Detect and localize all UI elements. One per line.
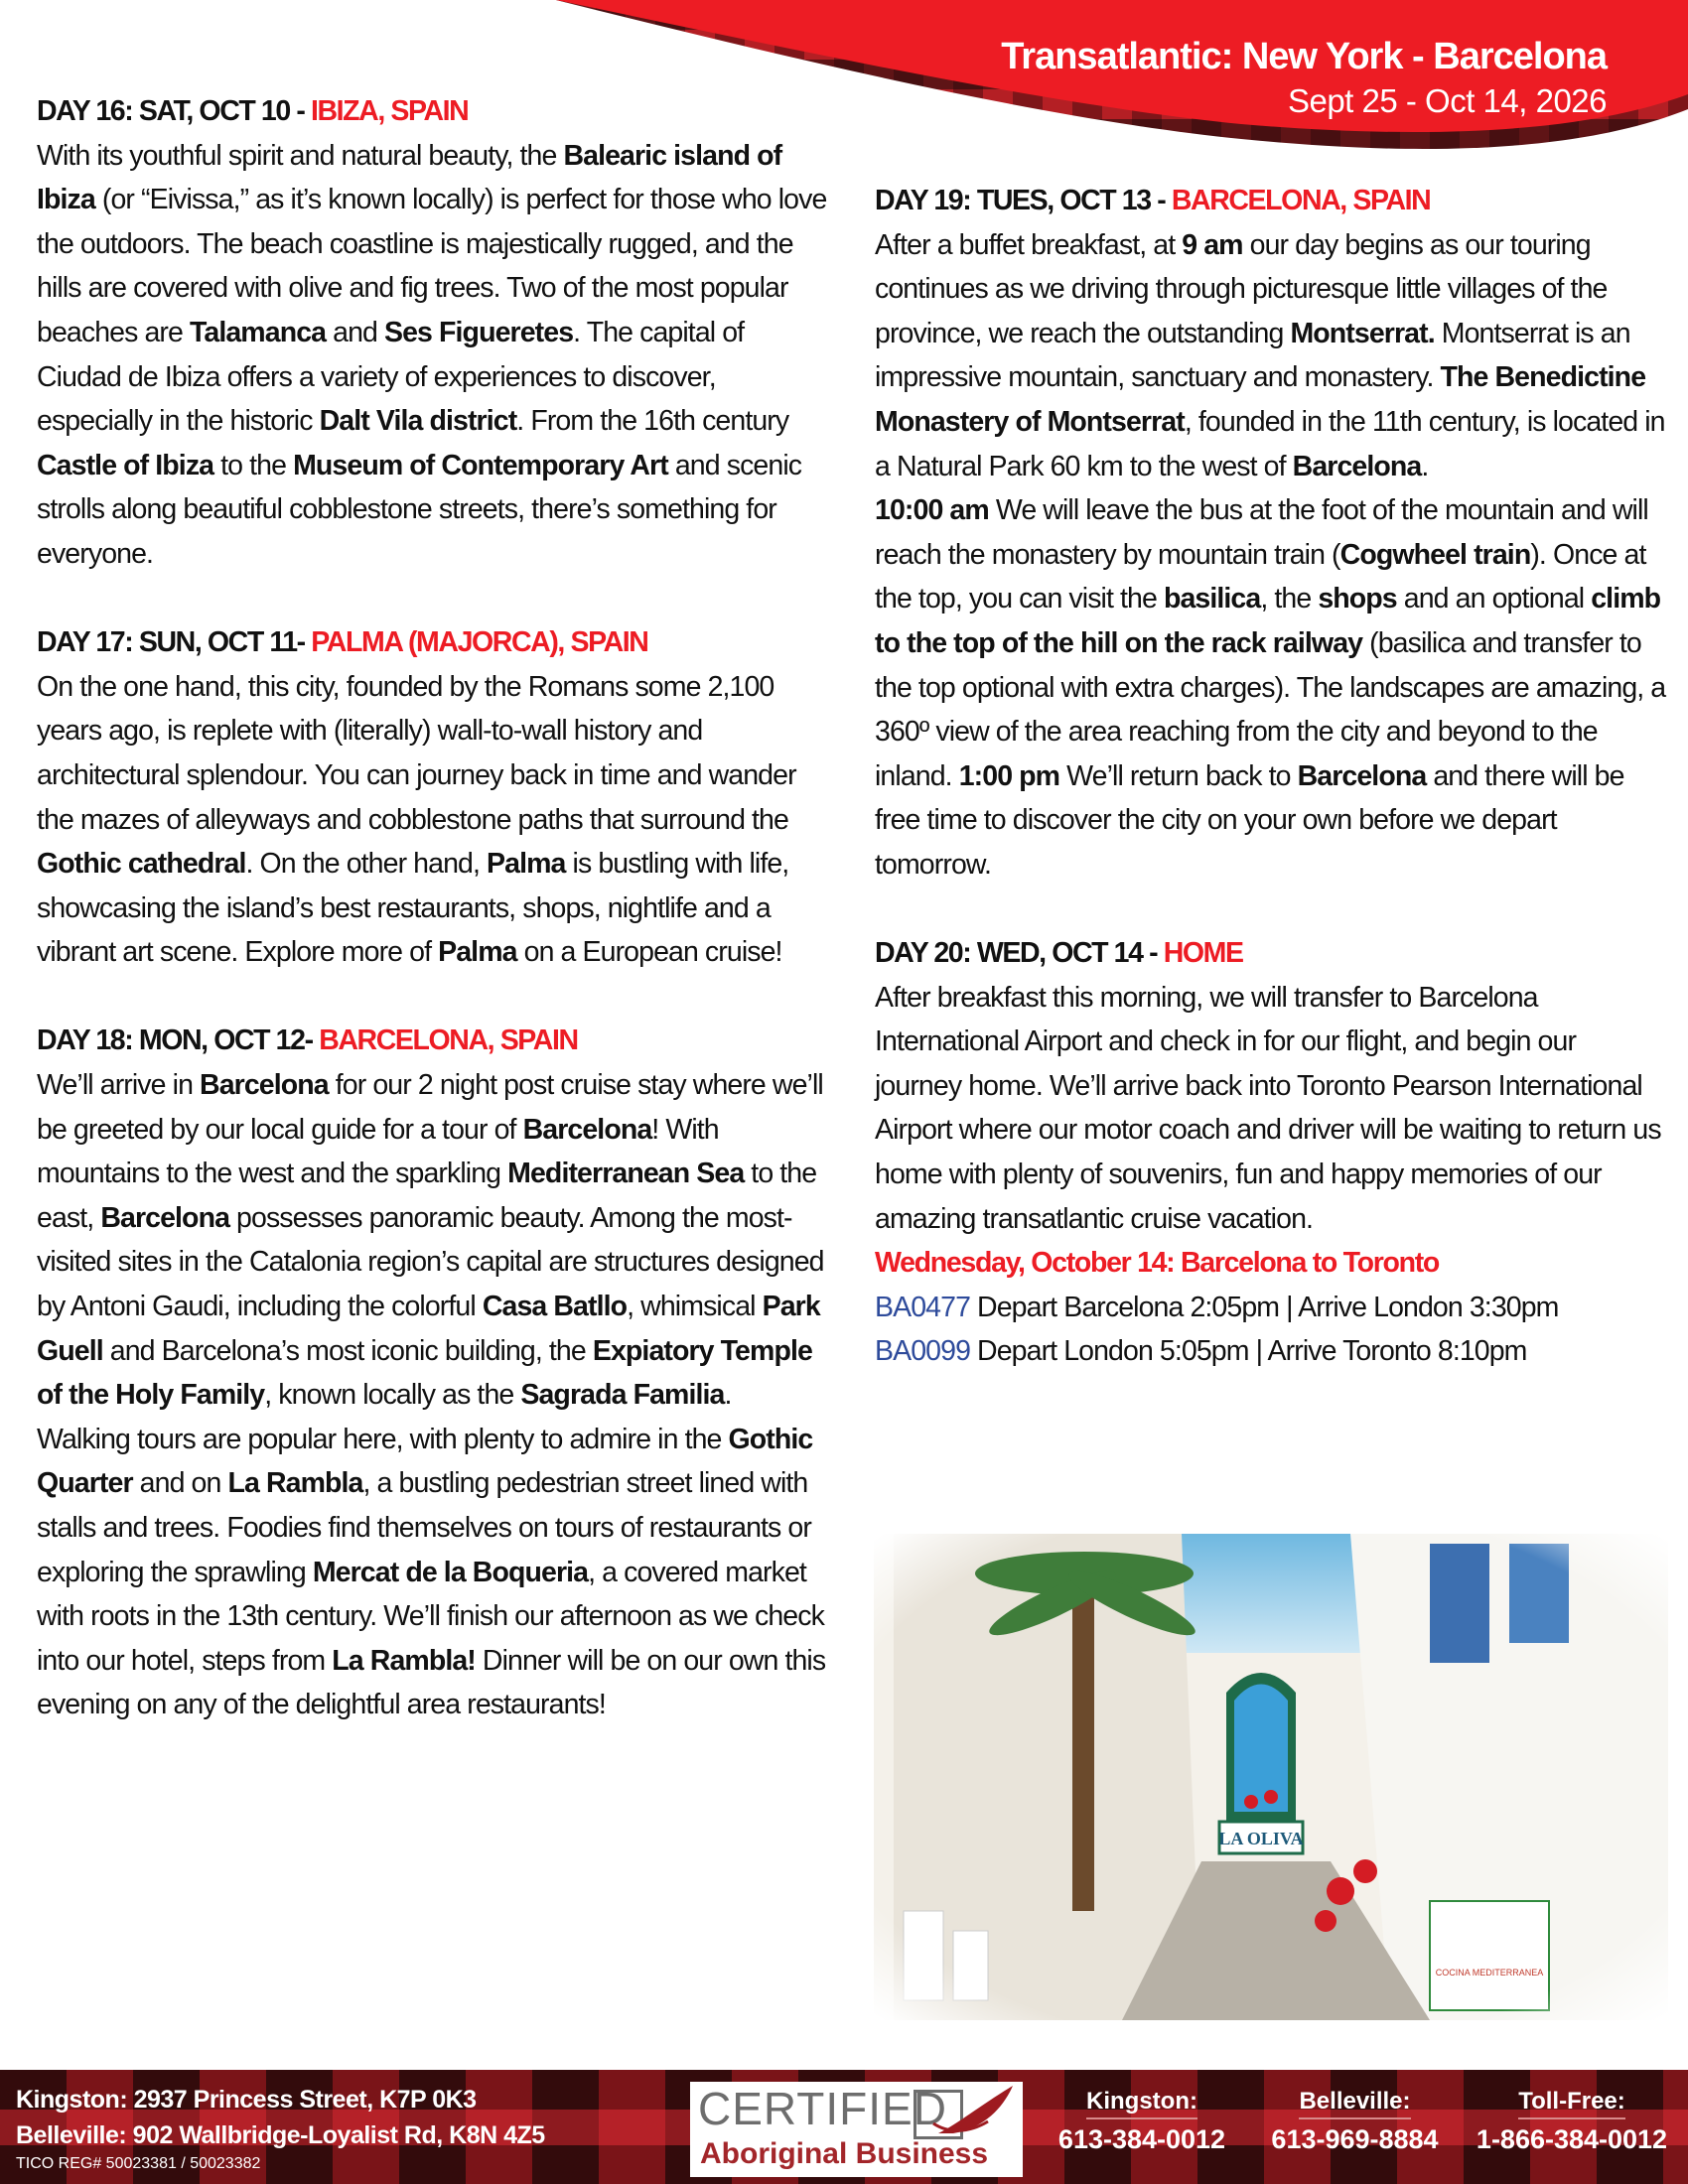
highlighted-term: Mediterranean Sea — [507, 1158, 745, 1190]
phone-number[interactable]: 613-384-0012 — [1057, 2124, 1226, 2154]
text-run: . — [1421, 450, 1429, 482]
day-label: DAY 16: SAT, OCT 10 - — [37, 95, 311, 127]
header — [1001, 32, 1607, 121]
text-run: . The capital of Ciudad de Ibiza offers a variety of experiences to discover, especially in the historic — [37, 316, 745, 438]
text-run: Montserrat is an impressive mountain, sanctuary and monastery. — [875, 317, 1630, 394]
text-run: and Barcelona’s most iconic building, the — [102, 1334, 593, 1367]
phone-belleville — [1263, 2088, 1447, 2159]
highlighted-term: Montserrat. — [1290, 317, 1435, 349]
highlighted-term: climb to the top of the hill on the rack railway — [875, 583, 1661, 659]
text-run: is bustling with life, showcasing the island’s best restaurants, shops, nightlife and a vibrant art scene. Explore more of — [37, 848, 789, 969]
highlighted-term: Barcelona — [100, 1201, 230, 1234]
day-section — [875, 931, 1669, 1241]
text-run: and scenic strolls along beautiful cobblestone streets, there’s something for everyone. — [37, 449, 802, 570]
text-run: . From the 16th century — [516, 405, 789, 438]
text-run: , a bustling pedestrian street lined with stalls and trees. Foodies find themselves on tours of restaurants or exploring the sprawling — [37, 1467, 811, 1588]
highlighted-term: 9 am — [1182, 228, 1243, 261]
highlighted-term: shops — [1318, 583, 1397, 615]
day-location: BARCELONA, SPAIN — [319, 1024, 578, 1057]
right-column — [875, 179, 1669, 1374]
day-label: DAY 18: MON, OCT 12- — [37, 1024, 320, 1057]
flight-title: Wednesday, October 14: Barcelona to Toronto — [875, 1247, 1440, 1280]
text-run: (basilica and transfer to the top optional with extra charges). The landscapes are amazing, a 360º view of the area reaching from the city and beyond to the inland. — [875, 626, 1666, 792]
text-run: and — [326, 316, 384, 348]
highlighted-term: Sagrada Familia — [520, 1379, 725, 1412]
text-run: and there will be free time to discover the city on your own before we depart tomorrow. — [875, 759, 1624, 881]
text-run: , known locally as the — [264, 1379, 521, 1412]
day-description — [37, 1063, 831, 1727]
text-run: . On the other hand, — [245, 848, 488, 881]
highlighted-term: Gothic cathedral — [37, 848, 246, 881]
phone-kingston — [1053, 2088, 1231, 2159]
day-section — [37, 89, 831, 577]
flight-details: Depart London 5:05pm | Arrive Toronto 8:10pm — [970, 1335, 1527, 1368]
text-run: , founded in the 11th century, is located in a Natural Park 60 km to the west of — [875, 405, 1665, 482]
day-heading — [37, 1019, 831, 1063]
flight-row — [875, 1286, 1669, 1330]
phone-label: Kingston: — [1086, 2088, 1197, 2119]
text-run: , a covered market with roots in the 13th century. We’ll finish our afternoon as we check into our hotel, steps from — [37, 1556, 824, 1677]
highlighted-term: Barcelona — [522, 1113, 652, 1146]
day-location: IBIZA, SPAIN — [310, 95, 469, 127]
phone-number[interactable]: 1-866-384-0012 — [1476, 2124, 1668, 2154]
text-run: On the one hand, this city, founded by the Romans some 2,100 years ago, is replete with (literally) wall-to-wall history and architectural splendour. You can journey back in time and wander the mazes of alleyways and cobblestone paths that surround the — [37, 670, 796, 836]
feather-icon — [928, 2084, 1018, 2143]
footer — [0, 2070, 1688, 2184]
text-run: to the east, — [37, 1158, 817, 1234]
cert-title: CERTIFIED — [698, 2083, 947, 2134]
day-heading — [875, 931, 1669, 976]
highlighted-term: Dalt Vila district — [319, 405, 517, 438]
text-run: on a European cruise! — [516, 936, 782, 969]
text-run: and on — [132, 1467, 228, 1500]
highlighted-term: Museum of Contemporary Art — [293, 449, 668, 481]
highlighted-term: Cogwheel train — [1339, 538, 1531, 571]
text-run: Dinner will be on our own this evening on any of the delightful area restaurants! — [37, 1644, 826, 1721]
phone-label: Belleville: — [1299, 2088, 1410, 2119]
text-run: We’ll arrive in — [37, 1069, 201, 1102]
flight-row — [875, 1329, 1669, 1374]
highlighted-term: La Rambla — [227, 1467, 363, 1500]
tico-registration: TICO REG# 50023381 / 50023382 — [16, 2155, 261, 2172]
flight-details: Depart Barcelona 2:05pm | Arrive London 3:30pm — [970, 1291, 1559, 1323]
ibiza-street-photo — [874, 1534, 1668, 2020]
document-title: Transatlantic: New York - Barcelona — [1001, 36, 1607, 77]
day-heading — [37, 620, 831, 665]
day-description — [875, 223, 1669, 887]
street-illustration — [874, 1534, 1668, 2020]
cert-subtitle: Aboriginal Business — [700, 2137, 989, 2170]
certified-aboriginal-business-logo — [690, 2082, 1023, 2177]
day-description — [37, 134, 831, 577]
day-location: HOME — [1163, 937, 1243, 970]
day-location: PALMA (MAJORCA), SPAIN — [311, 626, 648, 659]
day-label: DAY 19: TUES, OCT 13 - — [875, 185, 1172, 216]
text-run: We’ll return back to — [1059, 759, 1298, 792]
belleville-address: Belleville: 902 Wallbridge-Loyalist Rd, K8N 4Z5 — [16, 2121, 545, 2149]
text-run: for our 2 night post cruise stay where we’ll be greeted by our local guide for a tour of — [37, 1069, 823, 1146]
highlighted-term: Barcelona — [200, 1069, 329, 1102]
day-label: DAY 20: WED, OCT 14 - — [875, 937, 1164, 970]
highlighted-term: Park Guell — [37, 1291, 820, 1367]
flight-code: BA0099 — [875, 1335, 971, 1368]
office-addresses — [16, 2082, 545, 2175]
highlighted-term: Casa Batllo — [482, 1291, 628, 1323]
highlighted-term: Talamanca — [189, 316, 327, 348]
trip-dates: Sept 25 - Oct 14, 2026 — [1287, 82, 1607, 119]
day-section — [37, 1019, 831, 1727]
highlighted-term: 1:00 pm — [958, 759, 1060, 792]
day-heading — [875, 179, 1669, 223]
text-run: our day begins as our touring continues as we driving through picturesque little villages of the province, we reach the outstanding — [875, 228, 1608, 349]
flight-info — [875, 1241, 1669, 1374]
phone-number[interactable]: 613-969-8884 — [1271, 2124, 1439, 2154]
day-location: BARCELONA, SPAIN — [1171, 185, 1431, 216]
text-run: ! With mountains to the west and the sparkling — [37, 1113, 719, 1190]
text-run: possesses panoramic beauty. Among the most-visited sites in the Catalonia region’s capital are structures designed by Antoni Gaudi, including the colorful — [37, 1201, 824, 1323]
highlighted-term: Expiatory Temple of the Holy Family — [37, 1334, 812, 1412]
highlighted-term: The Benedictine Monastery of Montserrat — [875, 361, 1646, 438]
kingston-address: Kingston: 2937 Princess Street, K7P 0K3 — [16, 2086, 477, 2114]
phone-label: Toll-Free: — [1518, 2088, 1625, 2119]
highlighted-term: Gothic Quarter — [37, 1423, 813, 1500]
highlighted-term: 10:00 am — [875, 494, 989, 527]
text-run: ). Once at the top, you can visit the — [875, 538, 1646, 615]
text-run: (or “Eivissa,” as it’s known locally) is perfect for those who love the outdoors. The beach coastline is majestically rugged, and the hills are covered with olive and fig trees. Two of the most popular beaches are — [37, 184, 827, 348]
highlighted-term: Barcelona — [1297, 759, 1427, 792]
text-run: , the — [1260, 583, 1319, 615]
text-run: After a buffet breakfast, at — [875, 228, 1183, 261]
highlighted-term: Palma — [438, 936, 517, 969]
left-column — [37, 89, 831, 1772]
day-section — [37, 620, 831, 975]
text-run: We will leave the bus at the foot of the mountain and will reach the monastery by mountain train ( — [875, 494, 1648, 571]
highlighted-term: La Rambla! — [332, 1644, 476, 1677]
highlighted-term: Castle of Ibiza — [37, 449, 214, 481]
highlighted-term: Palma — [487, 848, 566, 881]
text-run: and an optional — [1396, 583, 1592, 615]
highlighted-term: Mercat de la Boqueria — [312, 1556, 589, 1588]
day-description — [37, 665, 831, 975]
day-description — [875, 976, 1669, 1242]
day-section — [875, 179, 1669, 887]
highlighted-term: basilica — [1163, 583, 1261, 615]
flight-code: BA0477 — [875, 1291, 971, 1323]
text-run: to the — [213, 449, 294, 481]
highlighted-term: Barcelona — [1292, 450, 1422, 482]
highlighted-term: Balearic island of Ibiza — [37, 139, 782, 216]
day-heading — [37, 89, 831, 134]
highlighted-term: Ses Figueretes — [384, 316, 574, 348]
phone-toll-free — [1468, 2088, 1676, 2159]
text-run: , whimsical — [627, 1291, 763, 1323]
text-run: . Walking tours are popular here, with plenty to admire in the — [37, 1379, 732, 1455]
text-run: With its youthful spirit and natural beauty, the — [37, 139, 564, 172]
day-label: DAY 17: SUN, OCT 11- — [37, 626, 312, 659]
text-run: After breakfast this morning, we will transfer to Barcelona International Airport and check in for our flight, and begin our journey home. We’ll arrive back into Toronto Pearson International Airport where our motor coach and driver will be waiting to return us home with plenty of souvenirs, fun and happy memories of our amazing transatlantic cruise vacation. — [875, 981, 1661, 1235]
